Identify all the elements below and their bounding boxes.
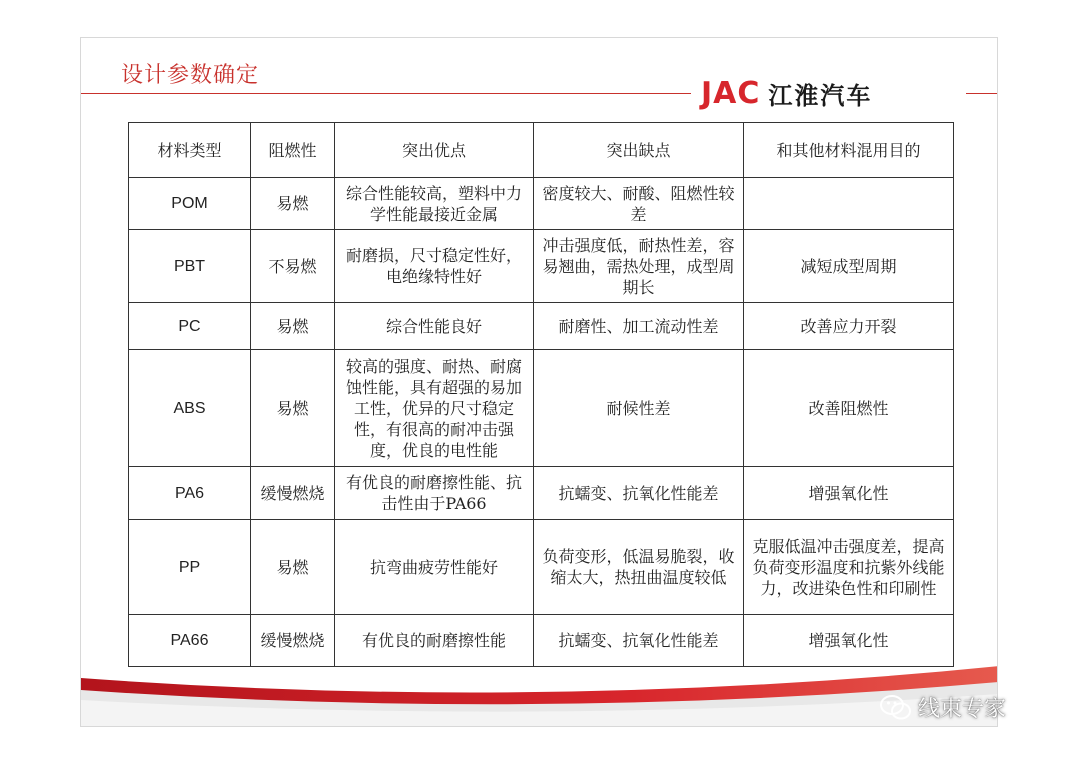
logo-text: JAC [701,75,761,111]
table-row [129,350,954,467]
cell-material: PC [129,303,251,350]
table-row [129,230,954,303]
table-header-row [129,123,954,178]
cell-pros: 抗弯曲疲劳性能好 [335,520,534,615]
cell-flame: 易燃 [251,520,335,615]
cell-cons: 密度较大、耐酸、阻燃性较差 [534,178,744,230]
cell-material: PBT [129,230,251,303]
cell-pros: 耐磨损，尺寸稳定性好，电绝缘特性好 [335,230,534,303]
table-row [129,467,954,520]
cell-flame: 不易燃 [251,230,335,303]
cell-purpose: 增强氧化性 [744,615,954,667]
cell-flame: 易燃 [251,178,335,230]
watermark [880,692,1006,723]
header-material: 材料类型 [129,123,251,178]
cell-cons: 耐磨性、加工流动性差 [534,303,744,350]
cell-pros: 有优良的耐磨擦性能、抗击性由于PA66 [335,467,534,520]
jac-logo [691,76,966,110]
header-pros: 突出优点 [335,123,534,178]
cell-purpose: 改善阻燃性 [744,350,954,467]
cell-material: PP [129,520,251,615]
cell-pros: 较高的强度、耐热、耐腐蚀性能，具有超强的易加工性，优异的尺寸稳定性，有很高的耐冲击强度，优良的电性能 [335,350,534,467]
cell-material: POM [129,178,251,230]
cell-purpose [744,178,954,230]
table-row [129,520,954,615]
material-parameter-table [128,122,954,667]
cell-pros: 有优良的耐磨擦性能 [335,615,534,667]
cell-cons: 抗蠕变、抗氧化性能差 [534,467,744,520]
header-flame: 阻燃性 [251,123,335,178]
cell-cons: 冲击强度低，耐热性差，容易翘曲，需热处理，成型周期长 [534,230,744,303]
cell-material: PA66 [129,615,251,667]
header-cons: 突出缺点 [534,123,744,178]
cell-flame: 缓慢燃烧 [251,467,335,520]
cell-cons: 负荷变形，低温易脆裂，收缩太大，热扭曲温度较低 [534,520,744,615]
table-row [129,303,954,350]
cell-purpose: 减短成型周期 [744,230,954,303]
cell-flame: 缓慢燃烧 [251,615,335,667]
cell-material: PA6 [129,467,251,520]
watermark-text: 线束专家 [918,697,1007,722]
cell-pros: 综合性能良好 [335,303,534,350]
cell-purpose: 克服低温冲击强度差，提高负荷变形温度和抗紫外线能力，改进染色性和印刷性 [744,520,954,615]
table-row [129,178,954,230]
cell-purpose: 改善应力开裂 [744,303,954,350]
cell-material: ABS [129,350,251,467]
cell-flame: 易燃 [251,350,335,467]
cell-pros: 综合性能较高，塑料中力学性能最接近金属 [335,178,534,230]
wechat-icon [880,694,912,722]
header-purpose: 和其他材料混用目的 [744,123,954,178]
cell-cons: 耐候性差 [534,350,744,467]
cell-cons: 抗蠕变、抗氧化性能差 [534,615,744,667]
slide-title: 设计参数确定 [121,63,260,88]
table-row [129,615,954,667]
logo-chinese-name: 江淮汽车 [768,81,873,110]
cell-purpose: 增强氧化性 [744,467,954,520]
cell-flame: 易燃 [251,303,335,350]
slide [80,37,998,727]
footer-swoosh [81,666,998,726]
